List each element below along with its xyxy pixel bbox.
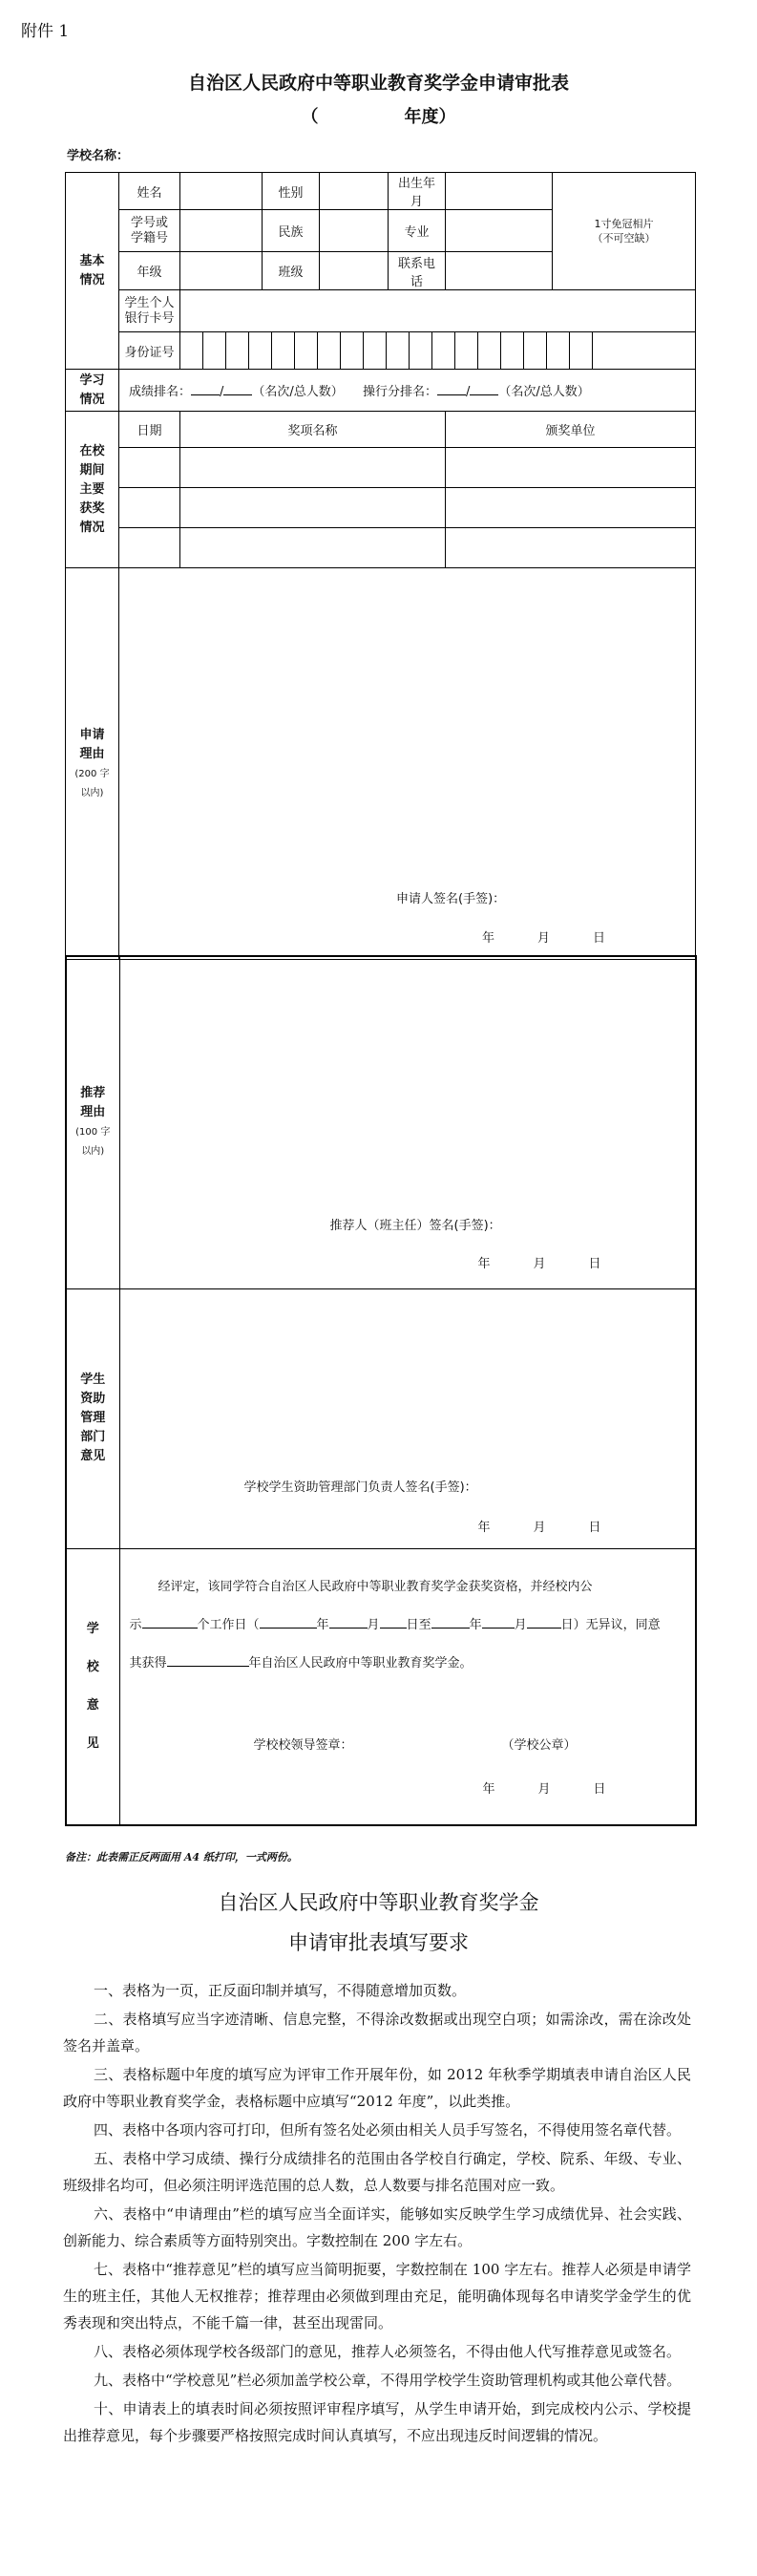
form-year-line bbox=[0, 103, 757, 128]
field-grade[interactable] bbox=[180, 252, 263, 290]
label-ethnicity: 民族 bbox=[263, 210, 320, 252]
apply-date: 年 月 日 bbox=[482, 931, 606, 946]
label-name: 姓名 bbox=[119, 173, 180, 210]
field-student-id[interactable] bbox=[180, 210, 263, 252]
grade-rank-denominator[interactable] bbox=[223, 394, 252, 395]
annex-label: 附件 1 bbox=[21, 22, 70, 41]
opinion-text-1: 经评定，该同学符合自治区人民政府中等职业教育奖学金获奖资格，并经校内公 bbox=[158, 1579, 593, 1594]
section-awards: 在校 期间 主要 获奖 情况 bbox=[66, 412, 119, 568]
requirement-item: 一、表格为一页，正反面印制并填写，不得随意增加页数。 bbox=[94, 1982, 467, 1999]
requirement-item: 九、表格中“学校意见”栏必须加盖学校公章，不得用学校学生资助管理机构或其他公章代替。 bbox=[94, 2372, 682, 2389]
year-suffix: 年度） bbox=[404, 107, 456, 127]
requirement-item: 四、表格中各项内容可打印，但所有签名处必须由相关人员手写签名，不得使用签名章代替。 bbox=[94, 2121, 682, 2139]
requirements-title-2: 申请审批表填写要求 bbox=[288, 1931, 469, 1954]
award-row-name[interactable] bbox=[180, 528, 446, 568]
recommend-signature: 推荐人（班主任）签名(手签)： bbox=[329, 1219, 501, 1233]
aid-office-signature: 学校学生资助管理部门负责人签名(手签)： bbox=[243, 1480, 477, 1495]
school-seal: （学校公章） bbox=[501, 1737, 577, 1753]
aid-office-date: 年 月 日 bbox=[477, 1520, 601, 1535]
award-row-name[interactable] bbox=[180, 448, 446, 488]
conduct-rank-denominator[interactable] bbox=[470, 394, 498, 395]
award-row-unit[interactable] bbox=[446, 488, 696, 528]
study-ranks: 成绩排名： / （名次/总人数） 操行分排名： / （名次/总人数） bbox=[119, 370, 696, 412]
label-phone: 联系电话 bbox=[389, 252, 446, 290]
field-major[interactable] bbox=[446, 210, 553, 252]
recommend-date: 年 月 日 bbox=[477, 1257, 601, 1271]
field-bank[interactable] bbox=[180, 290, 696, 332]
school-opinion-date: 年 月 日 bbox=[482, 1781, 606, 1797]
field-ethnicity[interactable] bbox=[320, 210, 389, 252]
grade-rank-numerator[interactable] bbox=[191, 394, 220, 395]
section-school-opinion: 学 校 意 见 bbox=[66, 1548, 119, 1825]
requirement-item: 十、申请表上的填表时间必须按照评审程序填写，从学生申请开始，到完成校内公示、学校提出推荐意见，每个步骤要严格按照完成时间认真填写，不应出现违反时间逻辑的情况。 bbox=[63, 2400, 691, 2444]
footnote: 备注：此表需正反两面用 A4 纸打印，一式两份。 bbox=[65, 1851, 298, 1863]
conduct-rank-numerator[interactable] bbox=[437, 394, 466, 395]
awards-col-date: 日期 bbox=[119, 412, 180, 448]
label-gender: 性别 bbox=[263, 173, 320, 210]
label-id-card: 身份证号 bbox=[119, 332, 180, 370]
recommend-reason-field[interactable] bbox=[119, 956, 696, 1288]
section-apply: 申请 理由 (200 字 以内) bbox=[66, 568, 119, 960]
application-table-part2 bbox=[65, 955, 697, 1826]
opinion-text-3: 其获得 年自治区人民政府中等职业教育奖学金。 bbox=[129, 1655, 473, 1671]
school-name-label: 学校名称： bbox=[67, 149, 130, 163]
section-study: 学习 情况 bbox=[66, 370, 119, 412]
field-birth[interactable] bbox=[446, 173, 553, 210]
requirement-item: 八、表格必须体现学校各级部门的意见，推荐人必须签名，不得由他人代写推荐意见或签名。 bbox=[94, 2343, 682, 2360]
label-major: 专业 bbox=[389, 210, 446, 252]
award-row-date[interactable] bbox=[119, 528, 180, 568]
award-row-name[interactable] bbox=[180, 488, 446, 528]
award-row-unit[interactable] bbox=[446, 448, 696, 488]
award-row-date[interactable] bbox=[119, 448, 180, 488]
apply-reason-field[interactable] bbox=[119, 568, 696, 960]
aid-office-field[interactable] bbox=[119, 1288, 696, 1548]
school-opinion-field bbox=[119, 1548, 696, 1825]
application-table-part1 bbox=[65, 172, 696, 960]
school-leader-signature: 学校校领导签章： bbox=[253, 1737, 353, 1753]
form-title: 自治区人民政府中等职业教育奖学金申请审批表 bbox=[187, 73, 569, 94]
label-bank: 学生个人 银行卡号 bbox=[119, 290, 180, 332]
label-student-id: 学号或 学籍号 bbox=[119, 210, 180, 252]
field-id-card[interactable] bbox=[180, 332, 696, 370]
requirement-item: 七、表格中“推荐意见”栏的填写应当简明扼要，字数控制在 100 字左右。推荐人必须是申请学生的班主任，其他人无权推荐；推荐理由必须做到理由充足，能明确体现每名申请奖学金学生的优秀表现和突出特点，不能千篇一律，甚至出现雷同。 bbox=[63, 2261, 691, 2331]
requirements-list bbox=[63, 1977, 691, 2451]
photo-box: 1寸免冠相片 （不可空缺） bbox=[553, 173, 696, 290]
label-grade: 年级 bbox=[119, 252, 180, 290]
apply-signature: 申请人签名(手签)： bbox=[396, 892, 506, 906]
section-recommend: 推荐 理由 (100 字 以内) bbox=[66, 956, 119, 1288]
field-phone[interactable] bbox=[446, 252, 553, 290]
requirements-title-1: 自治区人民政府中等职业教育奖学金 bbox=[218, 1891, 539, 1914]
awards-col-name: 奖项名称 bbox=[180, 412, 446, 448]
year-open: （ bbox=[301, 107, 319, 127]
field-gender[interactable] bbox=[320, 173, 389, 210]
requirement-item: 三、表格标题中年度的填写应为评审工作开展年份，如 2012 年秋季学期填表申请自治区人民政府中等职业教育奖学金，表格标题中应填写“2012 年度”，以此类推。 bbox=[63, 2066, 691, 2110]
label-class: 班级 bbox=[263, 252, 320, 290]
award-row-date[interactable] bbox=[119, 488, 180, 528]
field-name[interactable] bbox=[180, 173, 263, 210]
section-aid-office: 学生 资助 管理 部门 意见 bbox=[66, 1288, 119, 1548]
field-class[interactable] bbox=[320, 252, 389, 290]
label-birth: 出生年月 bbox=[389, 173, 446, 210]
section-basic: 基本 情况 bbox=[66, 173, 119, 370]
awards-col-unit: 颁奖单位 bbox=[446, 412, 696, 448]
requirement-item: 六、表格中“申请理由”栏的填写应当全面详实，能够如实反映学生学习成绩优异、社会实践、创新能力、综合素质等方面特别突出。字数控制在 200 字左右。 bbox=[63, 2205, 691, 2249]
award-row-unit[interactable] bbox=[446, 528, 696, 568]
requirement-item: 二、表格填写应当字迹清晰、信息完整，不得涂改数据或出现空白项；如需涂改，需在涂改处签名并盖章。 bbox=[63, 2011, 691, 2054]
requirement-item: 五、表格中学习成绩、操行分成绩排名的范围由各学校自行确定，学校、院系、年级、专业、班级排名均可，但必须注明评选范围的总人数，总人数要与排名范围对应一致。 bbox=[63, 2150, 691, 2194]
opinion-text-2: 示 个工作日（ 年 月 日至 年 月 日）无异议，同意 bbox=[129, 1617, 661, 1632]
